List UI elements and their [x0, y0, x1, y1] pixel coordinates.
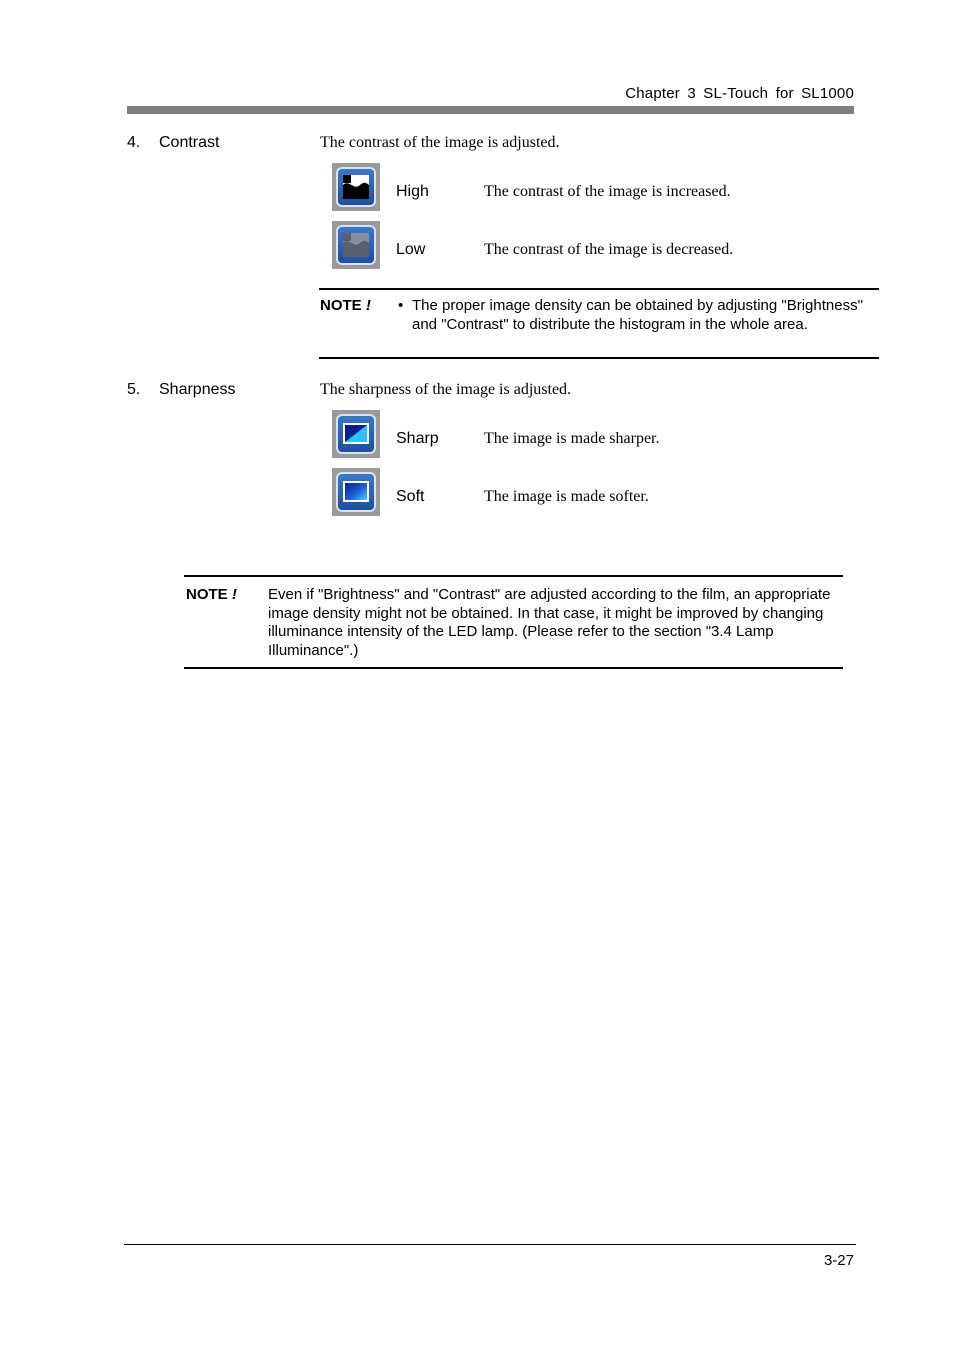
note-label-text: NOTE	[186, 586, 228, 603]
sharpness-sharp-icon	[336, 414, 376, 454]
general-note-text: Even if "Brightness" and "Contrast" are adjusted according to the film, an appropriate image density might not be obtained. In that case, it might be improved by changing illuminance intensity of the LED lamp. (Please refer to the section "3.4 Lamp Illuminance".)	[268, 586, 831, 659]
contrast-high-description: The contrast of the image is increased.	[484, 183, 731, 200]
contrast-high-icon	[336, 167, 376, 207]
sharpness-sharp-button[interactable]	[332, 410, 380, 458]
page-number: 3-27	[823, 1252, 854, 1269]
contrast-low-description: The contrast of the image is decreased.	[484, 241, 734, 258]
contrast-low-label: Low	[396, 241, 426, 258]
contrast-high-label: High	[396, 183, 429, 200]
contrast-section-number: 4.	[127, 134, 141, 151]
contrast-section-title: Contrast	[159, 134, 220, 151]
header-rule	[127, 106, 854, 114]
sharpness-section-number: 5.	[127, 381, 141, 398]
footer-rule	[124, 1244, 856, 1245]
contrast-note-top-rule	[319, 288, 879, 290]
note-exclamation: !	[365, 297, 371, 314]
sharpness-soft-icon	[336, 472, 376, 512]
contrast-note-bottom-rule	[319, 357, 879, 359]
sharpness-soft-description: The image is made softer.	[484, 488, 649, 505]
chapter-header: Chapter 3 SL-Touch for SL1000	[625, 85, 854, 102]
note-exclamation: !	[231, 586, 237, 603]
contrast-description: The contrast of the image is adjusted.	[320, 134, 560, 151]
sharpness-soft-button[interactable]	[332, 468, 380, 516]
contrast-low-button[interactable]	[332, 221, 380, 269]
general-note-label	[186, 586, 237, 603]
sharpness-section-title: Sharpness	[159, 381, 236, 398]
contrast-note-text: The proper image density can be obtained by adjusting "Brightness" and "Contrast" to distribute the histogram in the whole area.	[412, 297, 863, 333]
general-note-bottom-rule	[184, 667, 843, 669]
sharpness-description: The sharpness of the image is adjusted.	[320, 381, 572, 398]
contrast-note-label	[320, 297, 371, 314]
contrast-note-bullet: •	[398, 297, 404, 314]
general-note-top-rule	[184, 575, 843, 577]
sharpness-sharp-label: Sharp	[396, 430, 439, 447]
sharpness-soft-label: Soft	[396, 488, 425, 505]
contrast-low-icon	[336, 225, 376, 265]
note-label-text: NOTE	[320, 297, 362, 314]
contrast-high-button[interactable]	[332, 163, 380, 211]
sharpness-sharp-description: The image is made sharper.	[484, 430, 660, 447]
